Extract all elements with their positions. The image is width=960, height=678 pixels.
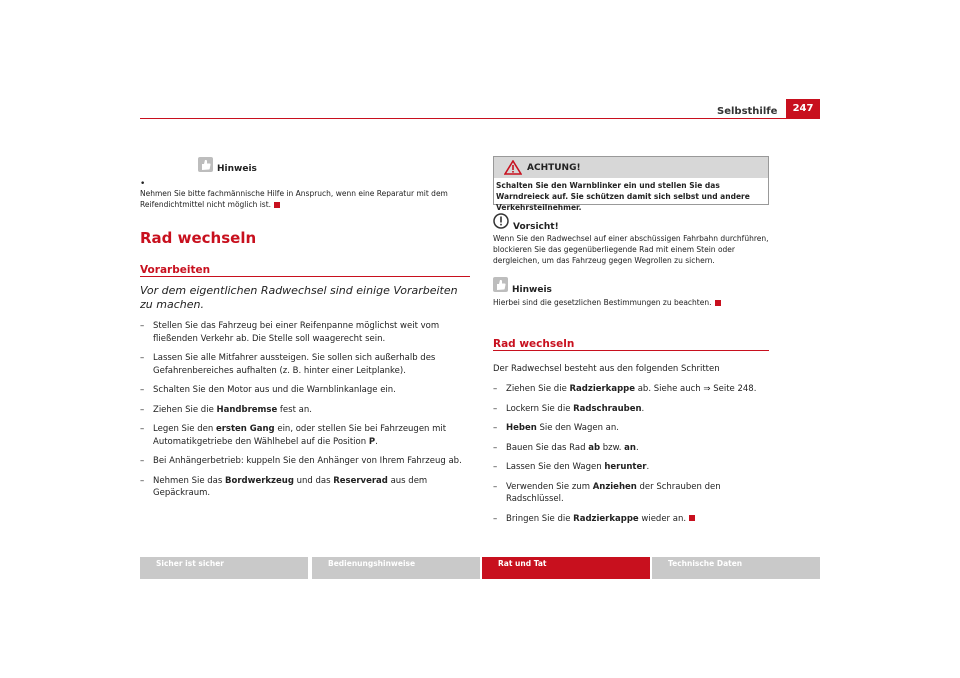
hint-body: Nehmen Sie bitte fachmännische Hilfe in Anspruch, wenn eine Reparatur mit dem Reifendichtmittel nicht möglich ist.: [140, 189, 448, 209]
steps-intro: Der Radwechsel besteht aus den folgenden Schritten: [493, 364, 720, 374]
list-item: – Ziehen Sie die Handbremse fest an.: [140, 404, 312, 415]
list-item: – Verwenden Sie zum Anziehen der Schrauben den Radschlüssel.: [493, 481, 721, 504]
end-mark-icon: [689, 515, 695, 521]
subheading-rad-wechseln: Rad wechseln: [493, 338, 575, 350]
steps-list-left: [140, 320, 472, 507]
warning-triangle-icon: [504, 160, 522, 179]
warning-text: Schalten Sie den Warnblinker ein und stellen Sie das Warndreieck auf. Sie schützen damit sich selbst und andere Verkehrsteilnehmer.: [496, 181, 750, 212]
page-heading: Rad wechseln: [140, 229, 257, 247]
section-title: Selbsthilfe: [717, 106, 778, 117]
list-item: – Bauen Sie das Rad ab bzw. an.: [493, 442, 639, 453]
end-mark-icon: [274, 202, 280, 208]
warning-box: [493, 156, 769, 212]
steps-list-right: [493, 383, 769, 532]
list-item: – Heben Sie den Wagen an.: [493, 423, 619, 433]
footer-tab-technische-daten[interactable]: Technische Daten: [652, 557, 820, 579]
hint-icon: [493, 277, 508, 296]
caution-title: Vorsicht!: [513, 222, 559, 232]
hint-text: Hierbei sind die gesetzlichen Bestimmungen zu beachten.: [493, 297, 769, 308]
list-item: – Bei Anhängerbetrieb: kuppeln Sie den Anhänger von Ihrem Fahrzeug ab.: [140, 456, 462, 466]
footer-tab-sicher[interactable]: Sicher ist sicher: [140, 557, 308, 579]
caution-text: Wenn Sie den Radwechsel auf einer abschüssigen Fahrbahn durchführen, blockieren Sie das gegenüberliegende Rad mit einem Stein oder dergleichen, um das Fahrzeug gegen Wegrollen zu sichern.: [493, 234, 769, 265]
hint-icon: [198, 157, 213, 176]
footer-tab-bedienung[interactable]: Bedienungshinweise: [312, 557, 480, 579]
subheading-rule: [140, 276, 470, 277]
intro-text: Vor dem eigentlichen Radwechsel sind einige Vorarbeiten zu machen.: [140, 284, 458, 311]
hint-title: Hinweis: [217, 164, 257, 174]
page-number: 247: [786, 99, 820, 119]
footer-tab-rat-und-tat[interactable]: Rat und Tat: [482, 557, 650, 579]
list-item: – Lassen Sie alle Mitfahrer aussteigen. Sie sollen sich außerhalb des Gefahrenbereiches aufhalten (z. B. hinter einer Leitplanke).: [140, 353, 436, 376]
warning-title: ACHTUNG!: [527, 163, 581, 173]
list-item: – Lockern Sie die Radschrauben.: [493, 403, 645, 414]
subheading-vorarbeiten: Vorarbeiten: [140, 264, 211, 276]
list-item: – Schalten Sie den Motor aus und die Warnblinkanlage ein.: [140, 385, 396, 395]
list-item: – Legen Sie den ersten Gang ein, oder stellen Sie bei Fahrzeugen mit Automatikgetriebe den Wählhebel auf die Position P.: [140, 424, 447, 447]
caution-icon: [493, 213, 509, 233]
list-item: – Lassen Sie den Wagen herunter.: [493, 462, 650, 472]
list-item: – Stellen Sie das Fahrzeug bei einer Reifenpanne möglichst weit vom fließenden Verkehr ab. Die Stelle soll waagerecht sein.: [140, 321, 440, 344]
end-mark-icon: [715, 300, 721, 306]
header-rule: [140, 118, 820, 119]
subheading-rule: [493, 350, 769, 351]
list-item: – Ziehen Sie die Radzierkappe ab. Siehe auch ⇒ Seite 248.: [493, 384, 757, 394]
hint-text: [140, 178, 472, 210]
bullet-icon: •: [140, 179, 146, 189]
list-item: – Bringen Sie die Radzierkappe wieder an.: [493, 513, 769, 526]
hint-title: Hinweis: [512, 285, 552, 295]
list-item: – Nehmen Sie das Bordwerkzeug und das Reserverad aus dem Gepäckraum.: [140, 475, 428, 498]
